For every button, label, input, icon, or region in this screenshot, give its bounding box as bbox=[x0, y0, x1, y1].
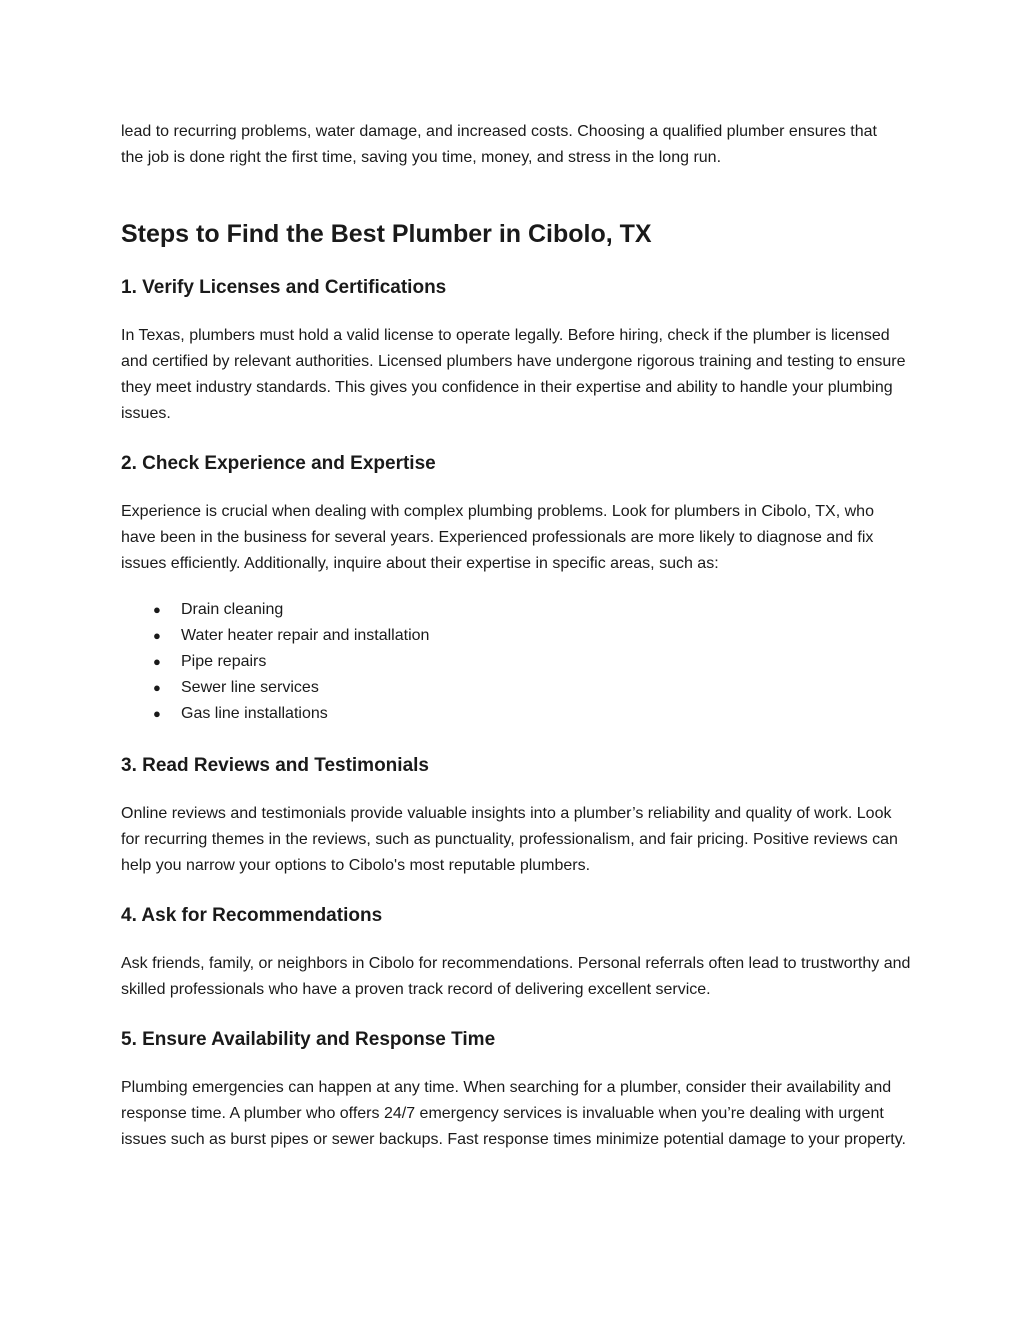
list-item bbox=[121, 649, 911, 675]
section-3-heading: 3. Read Reviews and Testimonials bbox=[121, 755, 429, 776]
bullet-icon: ● bbox=[153, 628, 161, 643]
list-item-label: Sewer line services bbox=[181, 679, 319, 696]
section-5-body: Plumbing emergencies can happen at any time. When searching for a plumber, consider their availability and response time. A plumber who offers 24/7 emergency services is invaluable when you’re dealing with urgent issues such as burst pipes or sewer backups. Fast response times minimize potential damage to your property. bbox=[121, 1079, 906, 1148]
section-1-body: In Texas, plumbers must hold a valid license to operate legally. Before hiring, check if the plumber is licensed and certified by relevant authorities. Licensed plumbers have undergone rigorous training and testing to ensure they meet industry standards. This gives you confidence in their expertise and ability to handle your plumbing issues. bbox=[121, 327, 906, 422]
bullet-icon: ● bbox=[153, 706, 161, 721]
section-2-body: Experience is crucial when dealing with complex plumbing problems. Look for plumbers in Cibolo, TX, who have been in the business for several years. Experienced professionals are more likely to diagnose and fix issues efficiently. Additionally, inquire about their expertise in specific areas, such as: bbox=[121, 503, 874, 572]
list-item-label: Pipe repairs bbox=[181, 653, 267, 670]
list-item-label: Drain cleaning bbox=[181, 601, 284, 618]
section-3-body: Online reviews and testimonials provide valuable insights into a plumber’s reliability and quality of work. Look for recurring themes in the reviews, such as punctuality, professionalism, and fair pricing. Positive reviews can help you narrow your options to Cibolo's most reputable plumbers. bbox=[121, 805, 898, 874]
document-page bbox=[121, 119, 911, 1153]
bullet-icon: ● bbox=[153, 602, 161, 617]
section-2-heading: 2. Check Experience and Expertise bbox=[121, 453, 436, 474]
list-item-label: Gas line installations bbox=[181, 705, 328, 722]
bullet-icon: ● bbox=[153, 654, 161, 669]
expertise-list bbox=[121, 597, 911, 727]
list-item bbox=[121, 675, 911, 701]
list-item bbox=[121, 597, 911, 623]
intro-paragraph: lead to recurring problems, water damage, and increased costs. Choosing a qualified plumber ensures that the job is done right the first time, saving you time, money, and stress in the long run. bbox=[121, 123, 877, 166]
section-5-heading: 5. Ensure Availability and Response Time bbox=[121, 1029, 496, 1050]
section-4-heading: 4. Ask for Recommendations bbox=[121, 905, 383, 926]
list-item bbox=[121, 623, 911, 649]
main-heading: Steps to Find the Best Plumber in Cibolo, TX bbox=[121, 220, 652, 248]
list-item-label: Water heater repair and installation bbox=[181, 627, 430, 644]
list-item bbox=[121, 701, 911, 727]
section-1-heading: 1. Verify Licenses and Certifications bbox=[121, 277, 447, 298]
bullet-icon: ● bbox=[153, 680, 161, 695]
section-4-body: Ask friends, family, or neighbors in Cibolo for recommendations. Personal referrals often lead to trustworthy and skilled professionals who have a proven track record of delivering excellent service. bbox=[121, 955, 911, 998]
